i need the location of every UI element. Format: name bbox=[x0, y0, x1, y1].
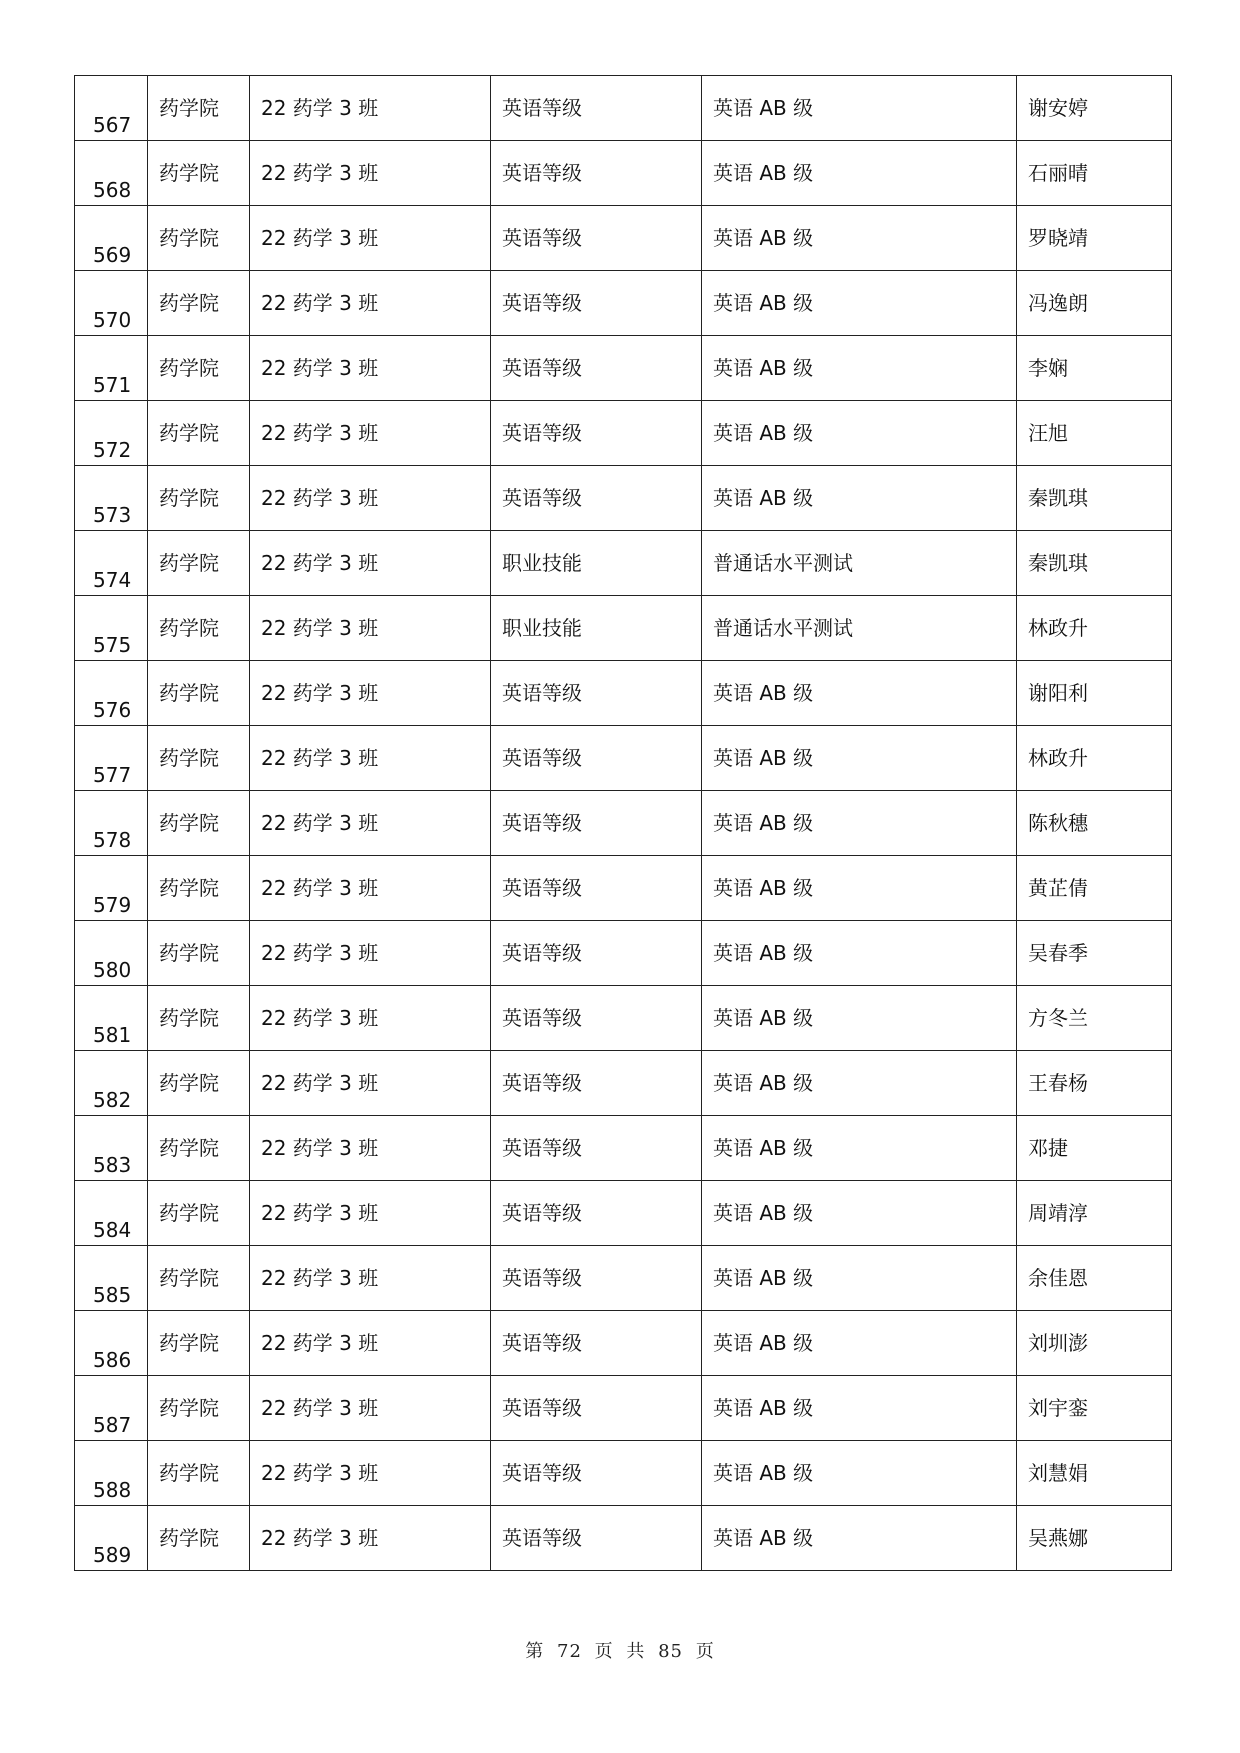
certificate-item-cell: 英语 AB 级 bbox=[702, 76, 1017, 141]
row-number-cell: 585 bbox=[75, 1246, 148, 1311]
college-cell: 药学院 bbox=[148, 336, 250, 401]
table-row bbox=[75, 1051, 1172, 1116]
student-name-cell: 刘宇銮 bbox=[1017, 1376, 1172, 1441]
student-name-cell: 林政升 bbox=[1017, 596, 1172, 661]
student-name-cell: 李娴 bbox=[1017, 336, 1172, 401]
row-number-cell: 589 bbox=[75, 1506, 148, 1571]
row-number-cell: 571 bbox=[75, 336, 148, 401]
class-cell: 22 药学 3 班 bbox=[250, 1311, 491, 1376]
student-name-cell: 方冬兰 bbox=[1017, 986, 1172, 1051]
certificate-item-cell: 英语 AB 级 bbox=[702, 206, 1017, 271]
student-name-cell: 秦凯琪 bbox=[1017, 531, 1172, 596]
table-row bbox=[75, 1246, 1172, 1311]
college-cell: 药学院 bbox=[148, 921, 250, 986]
certificate-item-cell: 英语 AB 级 bbox=[702, 271, 1017, 336]
category-cell: 英语等级 bbox=[491, 1311, 702, 1376]
student-name-cell: 林政升 bbox=[1017, 726, 1172, 791]
category-cell: 职业技能 bbox=[491, 596, 702, 661]
row-number-cell: 580 bbox=[75, 921, 148, 986]
table-row bbox=[75, 1376, 1172, 1441]
row-number-cell: 570 bbox=[75, 271, 148, 336]
class-cell: 22 药学 3 班 bbox=[250, 206, 491, 271]
table-row bbox=[75, 271, 1172, 336]
category-cell: 英语等级 bbox=[491, 206, 702, 271]
table-row bbox=[75, 986, 1172, 1051]
table-row bbox=[75, 1116, 1172, 1181]
category-cell: 英语等级 bbox=[491, 986, 702, 1051]
college-cell: 药学院 bbox=[148, 76, 250, 141]
class-cell: 22 药学 3 班 bbox=[250, 1376, 491, 1441]
student-name-cell: 陈秋穗 bbox=[1017, 791, 1172, 856]
category-cell: 英语等级 bbox=[491, 856, 702, 921]
row-number-cell: 586 bbox=[75, 1311, 148, 1376]
student-name-cell: 谢阳利 bbox=[1017, 661, 1172, 726]
student-name-cell: 周靖淳 bbox=[1017, 1181, 1172, 1246]
college-cell: 药学院 bbox=[148, 856, 250, 921]
category-cell: 英语等级 bbox=[491, 1441, 702, 1506]
table-row bbox=[75, 401, 1172, 466]
college-cell: 药学院 bbox=[148, 1246, 250, 1311]
row-number-cell: 569 bbox=[75, 206, 148, 271]
student-name-cell: 秦凯琪 bbox=[1017, 466, 1172, 531]
certificate-item-cell: 英语 AB 级 bbox=[702, 401, 1017, 466]
category-cell: 英语等级 bbox=[491, 1181, 702, 1246]
certificate-item-cell: 普通话水平测试 bbox=[702, 596, 1017, 661]
table-row bbox=[75, 791, 1172, 856]
certificate-item-cell: 英语 AB 级 bbox=[702, 1311, 1017, 1376]
row-number-cell: 568 bbox=[75, 141, 148, 206]
class-cell: 22 药学 3 班 bbox=[250, 1246, 491, 1311]
row-number-cell: 573 bbox=[75, 466, 148, 531]
category-cell: 英语等级 bbox=[491, 401, 702, 466]
category-cell: 英语等级 bbox=[491, 1376, 702, 1441]
certificate-item-cell: 英语 AB 级 bbox=[702, 466, 1017, 531]
college-cell: 药学院 bbox=[148, 661, 250, 726]
page-number-footer: 第 72 页 共 85 页 bbox=[525, 1641, 715, 1662]
college-cell: 药学院 bbox=[148, 401, 250, 466]
row-number-cell: 581 bbox=[75, 986, 148, 1051]
college-cell: 药学院 bbox=[148, 1441, 250, 1506]
row-number-cell: 588 bbox=[75, 1441, 148, 1506]
row-number-cell: 587 bbox=[75, 1376, 148, 1441]
row-number-cell: 577 bbox=[75, 726, 148, 791]
certificate-item-cell: 英语 AB 级 bbox=[702, 1506, 1017, 1571]
table-row bbox=[75, 1181, 1172, 1246]
certificate-item-cell: 英语 AB 级 bbox=[702, 1376, 1017, 1441]
table-row bbox=[75, 76, 1172, 141]
certificate-item-cell: 英语 AB 级 bbox=[702, 856, 1017, 921]
table-row bbox=[75, 726, 1172, 791]
row-number-cell: 583 bbox=[75, 1116, 148, 1181]
certificate-roster-table bbox=[74, 75, 1172, 1571]
row-number-cell: 578 bbox=[75, 791, 148, 856]
class-cell: 22 药学 3 班 bbox=[250, 1116, 491, 1181]
category-cell: 英语等级 bbox=[491, 336, 702, 401]
class-cell: 22 药学 3 班 bbox=[250, 661, 491, 726]
class-cell: 22 药学 3 班 bbox=[250, 76, 491, 141]
class-cell: 22 药学 3 班 bbox=[250, 336, 491, 401]
college-cell: 药学院 bbox=[148, 1116, 250, 1181]
class-cell: 22 药学 3 班 bbox=[250, 791, 491, 856]
college-cell: 药学院 bbox=[148, 1051, 250, 1116]
class-cell: 22 药学 3 班 bbox=[250, 141, 491, 206]
row-number-cell: 574 bbox=[75, 531, 148, 596]
class-cell: 22 药学 3 班 bbox=[250, 401, 491, 466]
class-cell: 22 药学 3 班 bbox=[250, 856, 491, 921]
student-name-cell: 刘圳澎 bbox=[1017, 1311, 1172, 1376]
certificate-item-cell: 英语 AB 级 bbox=[702, 336, 1017, 401]
table-row bbox=[75, 856, 1172, 921]
class-cell: 22 药学 3 班 bbox=[250, 921, 491, 986]
student-name-cell: 黄芷倩 bbox=[1017, 856, 1172, 921]
student-name-cell: 汪旭 bbox=[1017, 401, 1172, 466]
certificate-item-cell: 英语 AB 级 bbox=[702, 1116, 1017, 1181]
row-number-cell: 584 bbox=[75, 1181, 148, 1246]
category-cell: 职业技能 bbox=[491, 531, 702, 596]
category-cell: 英语等级 bbox=[491, 1116, 702, 1181]
table-row bbox=[75, 661, 1172, 726]
table-row bbox=[75, 1441, 1172, 1506]
row-number-cell: 567 bbox=[75, 76, 148, 141]
class-cell: 22 药学 3 班 bbox=[250, 531, 491, 596]
certificate-item-cell: 普通话水平测试 bbox=[702, 531, 1017, 596]
college-cell: 药学院 bbox=[148, 531, 250, 596]
certificate-item-cell: 英语 AB 级 bbox=[702, 986, 1017, 1051]
certificate-item-cell: 英语 AB 级 bbox=[702, 141, 1017, 206]
student-name-cell: 谢安婷 bbox=[1017, 76, 1172, 141]
certificate-item-cell: 英语 AB 级 bbox=[702, 921, 1017, 986]
student-name-cell: 余佳恩 bbox=[1017, 1246, 1172, 1311]
college-cell: 药学院 bbox=[148, 466, 250, 531]
college-cell: 药学院 bbox=[148, 141, 250, 206]
student-name-cell: 吴春季 bbox=[1017, 921, 1172, 986]
category-cell: 英语等级 bbox=[491, 921, 702, 986]
class-cell: 22 药学 3 班 bbox=[250, 1051, 491, 1116]
student-name-cell: 刘慧娟 bbox=[1017, 1441, 1172, 1506]
table-row bbox=[75, 141, 1172, 206]
category-cell: 英语等级 bbox=[491, 141, 702, 206]
student-name-cell: 王春杨 bbox=[1017, 1051, 1172, 1116]
college-cell: 药学院 bbox=[148, 1181, 250, 1246]
table-row bbox=[75, 531, 1172, 596]
class-cell: 22 药学 3 班 bbox=[250, 1506, 491, 1571]
certificate-item-cell: 英语 AB 级 bbox=[702, 791, 1017, 856]
certificate-item-cell: 英语 AB 级 bbox=[702, 1181, 1017, 1246]
table-row bbox=[75, 1311, 1172, 1376]
table-row bbox=[75, 206, 1172, 271]
table-row bbox=[75, 921, 1172, 986]
category-cell: 英语等级 bbox=[491, 466, 702, 531]
class-cell: 22 药学 3 班 bbox=[250, 726, 491, 791]
college-cell: 药学院 bbox=[148, 791, 250, 856]
category-cell: 英语等级 bbox=[491, 791, 702, 856]
class-cell: 22 药学 3 班 bbox=[250, 1441, 491, 1506]
college-cell: 药学院 bbox=[148, 1376, 250, 1441]
class-cell: 22 药学 3 班 bbox=[250, 596, 491, 661]
student-name-cell: 石丽晴 bbox=[1017, 141, 1172, 206]
certificate-item-cell: 英语 AB 级 bbox=[702, 661, 1017, 726]
category-cell: 英语等级 bbox=[491, 726, 702, 791]
certificate-item-cell: 英语 AB 级 bbox=[702, 1441, 1017, 1506]
table-row bbox=[75, 336, 1172, 401]
table-row bbox=[75, 466, 1172, 531]
class-cell: 22 药学 3 班 bbox=[250, 466, 491, 531]
student-name-cell: 冯逸朗 bbox=[1017, 271, 1172, 336]
category-cell: 英语等级 bbox=[491, 271, 702, 336]
row-number-cell: 582 bbox=[75, 1051, 148, 1116]
college-cell: 药学院 bbox=[148, 986, 250, 1051]
student-name-cell: 吴燕娜 bbox=[1017, 1506, 1172, 1571]
college-cell: 药学院 bbox=[148, 206, 250, 271]
row-number-cell: 576 bbox=[75, 661, 148, 726]
certificate-item-cell: 英语 AB 级 bbox=[702, 726, 1017, 791]
student-name-cell: 罗晓靖 bbox=[1017, 206, 1172, 271]
college-cell: 药学院 bbox=[148, 726, 250, 791]
category-cell: 英语等级 bbox=[491, 1246, 702, 1311]
student-name-cell: 邓捷 bbox=[1017, 1116, 1172, 1181]
college-cell: 药学院 bbox=[148, 271, 250, 336]
table-row bbox=[75, 596, 1172, 661]
class-cell: 22 药学 3 班 bbox=[250, 1181, 491, 1246]
college-cell: 药学院 bbox=[148, 596, 250, 661]
category-cell: 英语等级 bbox=[491, 661, 702, 726]
table-body bbox=[75, 76, 1172, 1571]
category-cell: 英语等级 bbox=[491, 76, 702, 141]
category-cell: 英语等级 bbox=[491, 1051, 702, 1116]
table-row bbox=[75, 1506, 1172, 1571]
college-cell: 药学院 bbox=[148, 1311, 250, 1376]
certificate-item-cell: 英语 AB 级 bbox=[702, 1246, 1017, 1311]
class-cell: 22 药学 3 班 bbox=[250, 271, 491, 336]
college-cell: 药学院 bbox=[148, 1506, 250, 1571]
row-number-cell: 572 bbox=[75, 401, 148, 466]
class-cell: 22 药学 3 班 bbox=[250, 986, 491, 1051]
category-cell: 英语等级 bbox=[491, 1506, 702, 1571]
row-number-cell: 575 bbox=[75, 596, 148, 661]
certificate-item-cell: 英语 AB 级 bbox=[702, 1051, 1017, 1116]
row-number-cell: 579 bbox=[75, 856, 148, 921]
